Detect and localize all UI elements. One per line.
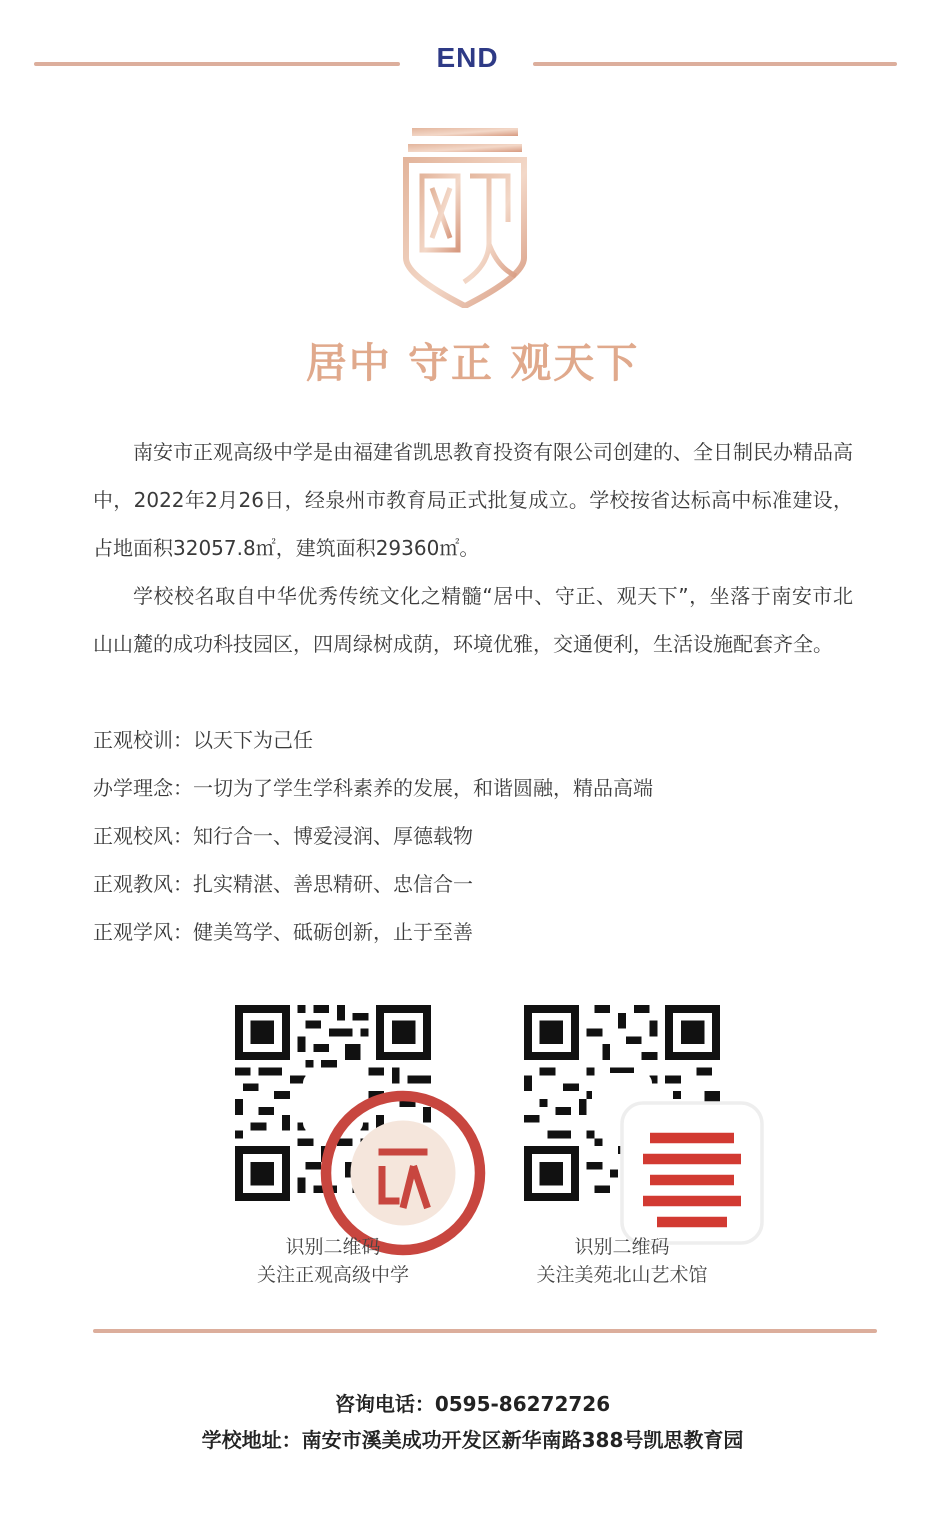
school-slogan: 居中 守正 观天下 [305,339,640,387]
motto-philosophy: 办学理念：一切为了学生学科素养的发展，和谐圆融，精品高端 [93,776,653,800]
end-divider-right [533,62,897,66]
qr-code-school[interactable] [235,1005,431,1201]
qr-caption-school-line1: 识别二维码 [285,1236,381,1258]
motto-school-spirit: 正观校风：知行合一、博爱浸润、厚德载物 [93,824,473,848]
school-logo [402,126,528,308]
intro-paragraph-2: 学校校名取自中华优秀传统文化之精髓“居中、守正、观天下”，坐落于南安市北山山麓的成功科技园区，四周绿树成荫，环境优雅，交通便利，生活设施配套齐全。 [93,584,853,656]
qr-school-logo-badge [305,1075,361,1131]
motto-school-motto: 正观校训：以天下为己任 [93,728,313,752]
contact-phone: 咨询电话：0595-86272726 [334,1392,611,1416]
qr-caption-museum-line2: 关注美苑北山艺术馆 [536,1264,708,1286]
qr-caption-school [183,1233,483,1289]
footer-divider [93,1329,877,1333]
motto-teaching-style: 正观教风：扎实精湛、善思精研、忠信合一 [93,872,473,896]
end-label: END [436,42,499,73]
intro-paragraph-1: 南安市正观高级中学是由福建省凯思教育投资有限公司创建的、全日制民办精品高中，2022年2月26日，经泉州市教育局正式批复成立。学校按省达标高中标准建设，占地面积32057.8㎡，建筑面积29360㎡。 [93,440,853,560]
qr-caption-school-line2: 关注正观高级中学 [256,1264,409,1286]
qr-caption-museum-line1: 识别二维码 [574,1236,670,1258]
contact-address: 学校地址：南安市溪美成功开发区新华南路388号凯思教育园 [201,1428,744,1452]
motto-study-style: 正观学风：健美笃学、砥砺创新，止于至善 [93,920,473,944]
qr-museum-logo-badge [594,1075,650,1131]
qr-code-art-museum[interactable] [524,1005,720,1201]
qr-caption-art-museum [472,1233,772,1289]
